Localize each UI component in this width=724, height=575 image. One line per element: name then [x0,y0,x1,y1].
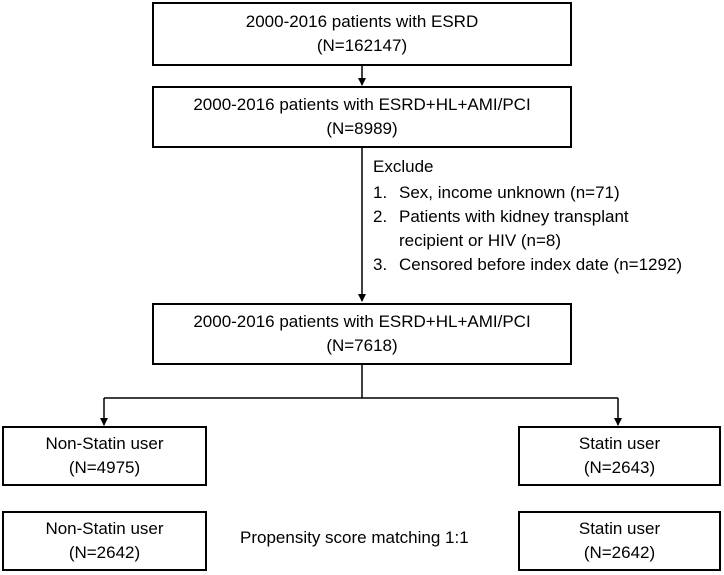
box-statin-label: Statin user [578,434,661,453]
box-statin [518,426,721,486]
exclusion-item: 1. Sex, income unknown (n=71) [373,183,620,202]
matching-label: Propensity score matching 1:1 [240,528,469,547]
box-esrd-hl-ami-label: 2000-2016 patients with ESRD+HL+AMI/PCI [193,95,531,114]
box-nonstatin-matched-label: Non-Statin user [45,519,164,538]
box-esrd-hl-ami-count: (N=8989) [326,119,398,138]
box-statin-matched-count: (N=2642) [583,543,656,562]
box-final-cohort-count: (N=7618) [326,336,398,355]
box-final-cohort [152,303,572,365]
exclusion-criteria [373,155,719,277]
box-nonstatin-matched-count: (N=2642) [68,543,141,562]
box-statin-matched [518,511,721,571]
box-all-esrd [152,2,572,66]
exclusion-item: 2. Patients with kidney transplant recipient or HIV (n=8) [373,207,629,250]
box-all-esrd-label: 2000-2016 patients with ESRD [245,12,479,31]
box-nonstatin-count: (N=4975) [68,458,141,477]
box-esrd-hl-ami [152,86,572,148]
exclusion-title: Exclude [373,157,434,176]
box-final-cohort-label: 2000-2016 patients with ESRD+HL+AMI/PCI [193,312,531,331]
box-statin-matched-label: Statin user [578,519,661,538]
box-statin-count: (N=2643) [583,458,656,477]
box-nonstatin-label: Non-Statin user [45,434,164,453]
box-nonstatin [2,426,207,486]
box-nonstatin-matched [2,511,207,571]
exclusion-item: 3. Censored before index date (n=1292) [373,255,683,274]
box-all-esrd-count: (N=162147) [316,36,408,55]
